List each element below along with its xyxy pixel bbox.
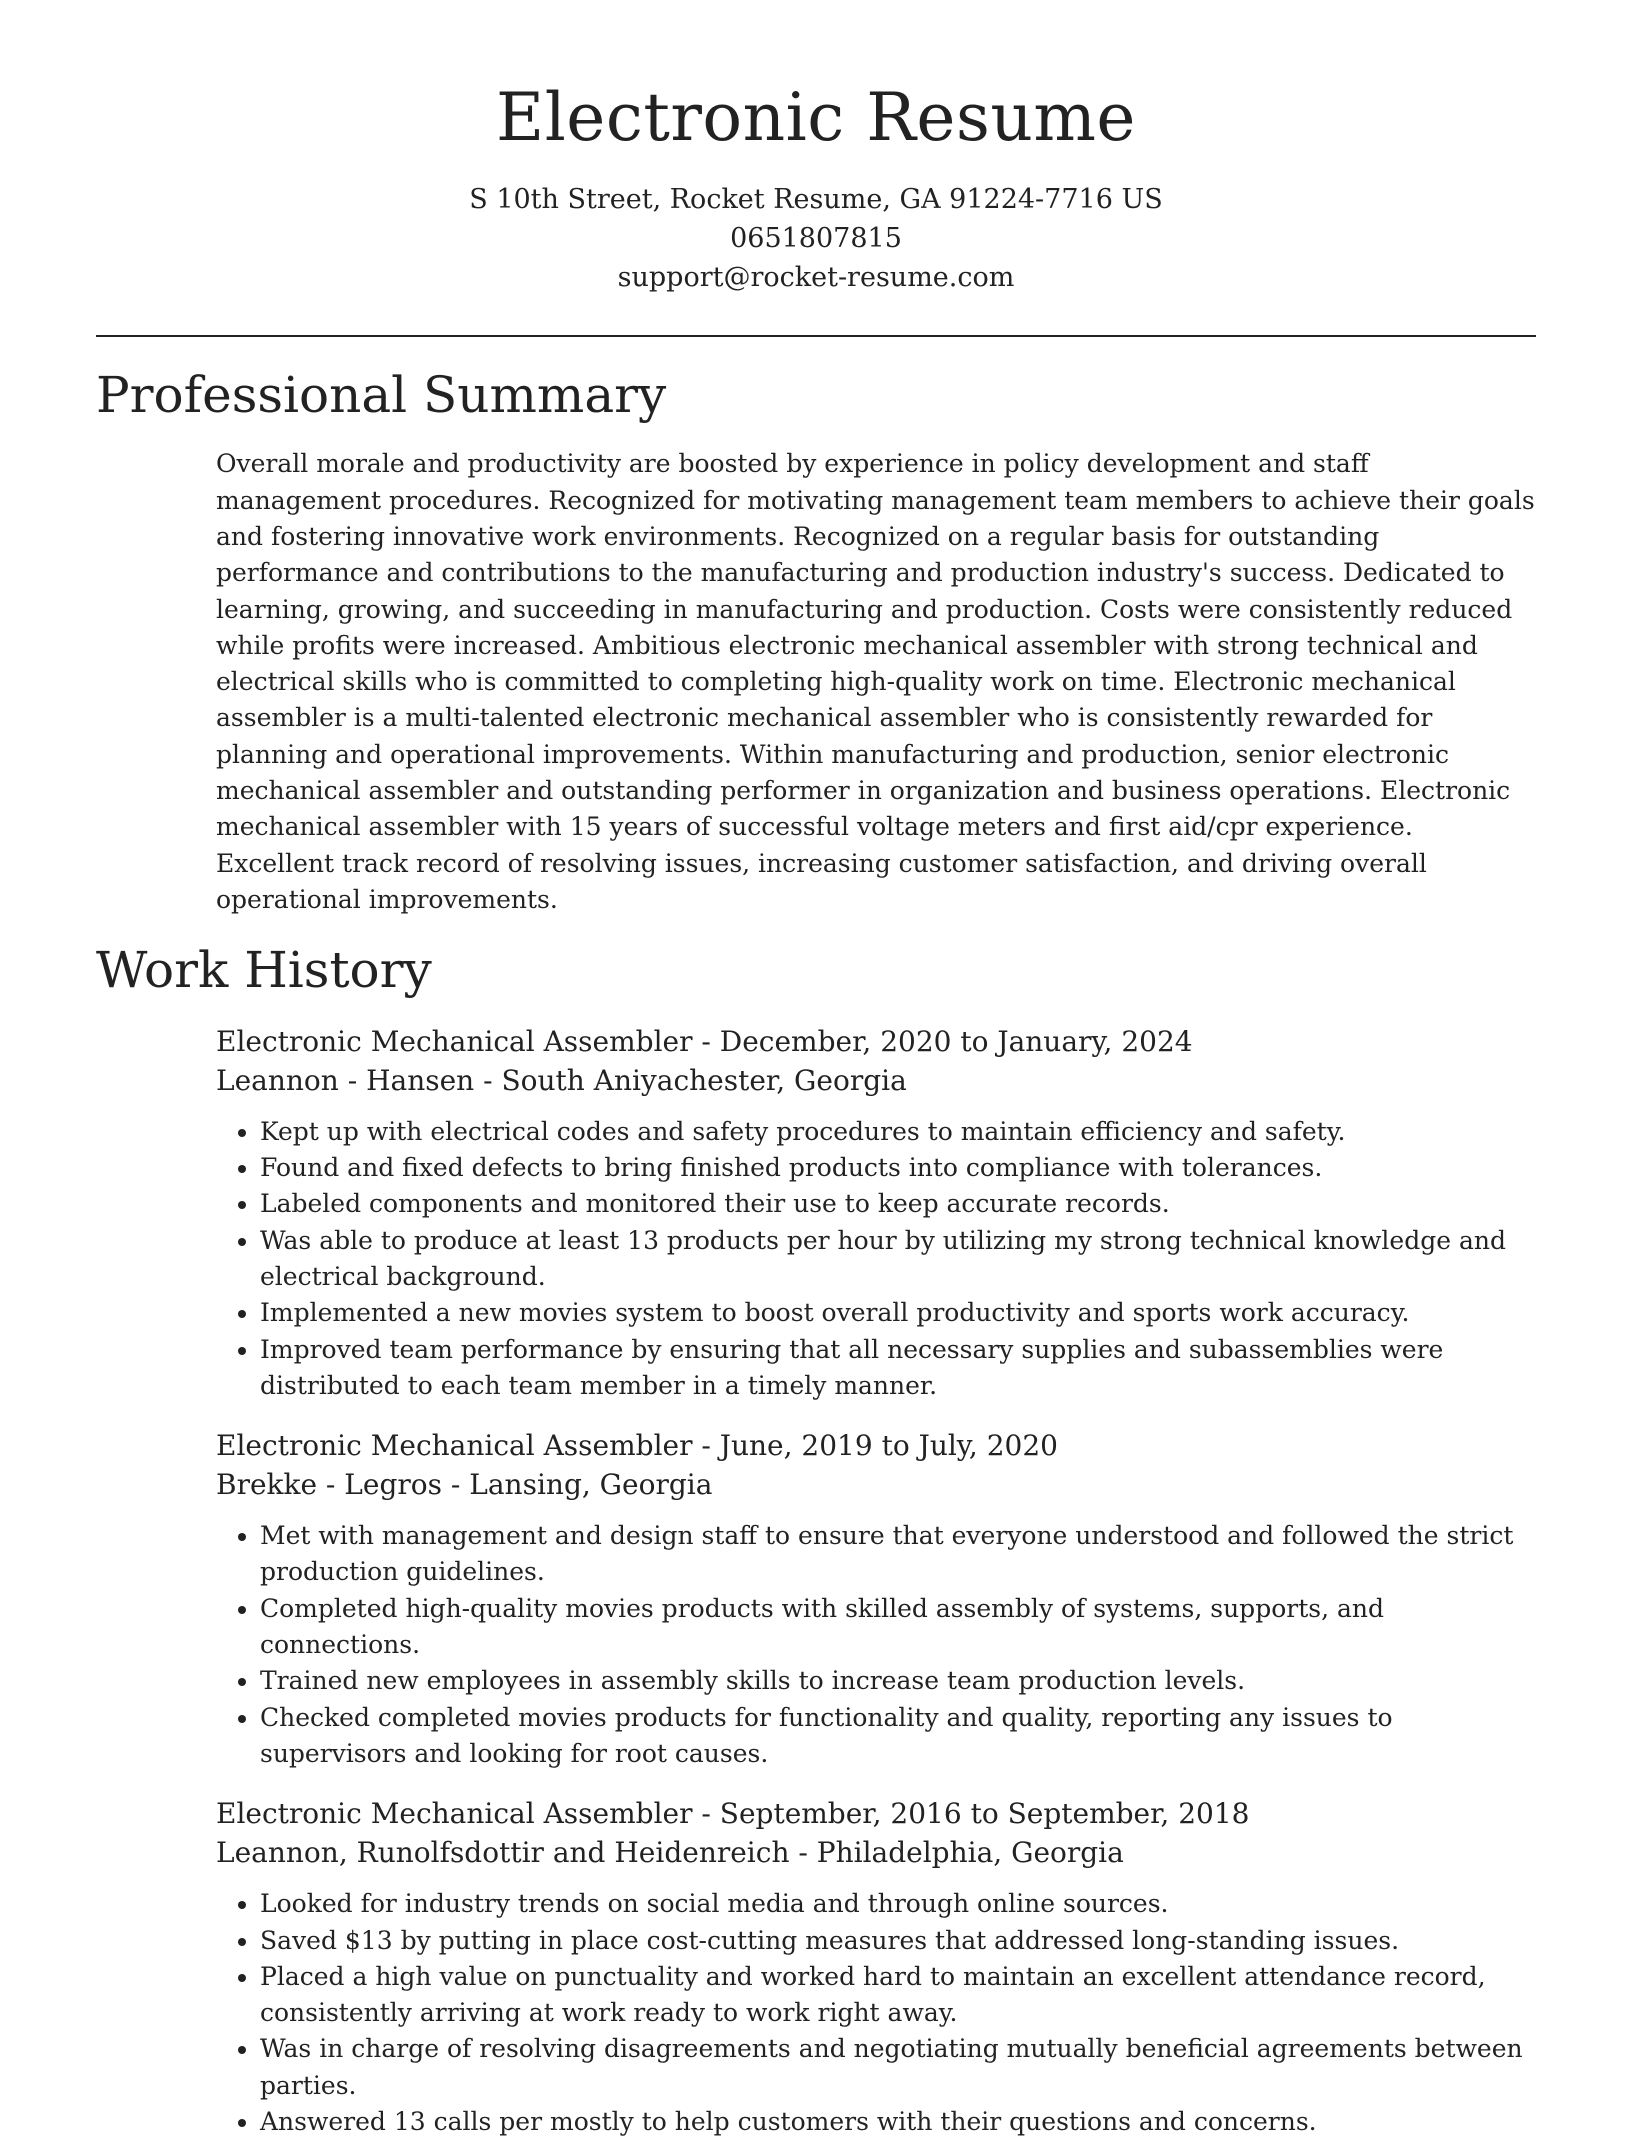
professional-summary-section: [96, 367, 1536, 918]
job-dates: - June, 2019 to July, 2020: [692, 1429, 1058, 1463]
job-company: Leannon - Hansen: [216, 1063, 475, 1097]
job-bullet-list: [216, 1114, 1536, 1404]
section-title-summary: Professional Summary: [96, 365, 667, 424]
list-item: • Placed a high value on punctuality and worked hard to maintain an excellent attendance record, consistently arriving at work ready to work right away.: [260, 1959, 1536, 2032]
list-item: • Was able to produce at least 13 products per hour by utilizing my strong technical knowledge and electrical background.: [260, 1223, 1536, 1296]
contact-email: support@rocket-resume.com: [617, 261, 1015, 293]
job-location: - Lansing, Georgia: [442, 1468, 713, 1502]
job-entry: [216, 1794, 1536, 2140]
job-company-line: [216, 1465, 1536, 1504]
job-company: Leannon, Runolfsdottir and Heidenreich: [216, 1836, 790, 1870]
job-position: Electronic Mechanical Assembler: [216, 1024, 693, 1058]
work-history-section: [96, 942, 1536, 2140]
contact-phone: 0651807815: [730, 222, 902, 254]
job-title-line: [216, 1022, 1536, 1061]
job-dates: - December, 2020 to January, 2024: [692, 1024, 1193, 1058]
job-entry: [216, 1022, 1536, 1404]
list-item: • Implemented a new movies system to boost overall productivity and sports work accuracy.: [260, 1295, 1536, 1331]
resume-header: [96, 80, 1536, 297]
resume-name: Electronic Resume: [496, 79, 1136, 156]
job-title-line: [216, 1794, 1536, 1833]
list-item: • Answered 13 calls per mostly to help customers with their questions and concerns.: [260, 2104, 1536, 2140]
list-item: • Saved $13 by putting in place cost-cutting measures that addressed long-standing issues.: [260, 1923, 1536, 1959]
list-item: • Was in charge of resolving disagreements and negotiating mutually beneficial agreements between parties.: [260, 2031, 1536, 2104]
contact-address: S 10th Street, Rocket Resume, GA 91224-7716 US: [469, 183, 1163, 215]
job-bullet-list: [216, 1518, 1536, 1772]
summary-text: Overall morale and productivity are boosted by experience in policy development and staff management procedures. Recognized for motivating management team members to achieve their goals and fostering innovative work environments. Recognized on a regular basis for outstanding performance and contributions to the manufacturing and production industry's success. Dedicated to learning, growing, and succeeding in manufacturing and production. Costs were consistently reduced while profits were increased. Ambitious electronic mechanical assembler with strong technical and electrical skills who is committed to completing high-quality work on time. Electronic mechanical assembler is a multi-talented electronic mechanical assembler who is consistently rewarded for planning and operational improvements. Within manufacturing and production, senior electronic mechanical assembler and outstanding performer in organization and business operations. Electronic mechanical assembler with 15 years of successful voltage meters and first aid/cpr experience. Excellent track record of resolving issues, increasing customer satisfaction, and driving overall operational improvements.: [216, 449, 1535, 914]
list-item: • Trained new employees in assembly skills to increase team production levels.: [260, 1663, 1536, 1699]
job-position: Electronic Mechanical Assembler: [216, 1797, 693, 1831]
job-title-line: [216, 1426, 1536, 1465]
job-company: Brekke - Legros: [216, 1468, 442, 1502]
job-location: - South Aniyachester, Georgia: [474, 1063, 907, 1097]
list-item: • Checked completed movies products for functionality and quality, reporting any issues to supervisors and looking for root causes.: [260, 1700, 1536, 1773]
job-bullet-list: [216, 1886, 1536, 2140]
job-dates: - September, 2016 to September, 2018: [692, 1797, 1250, 1831]
section-title-work-history: Work History: [96, 941, 432, 1000]
list-item: • Completed high-quality movies products with skilled assembly of systems, supports, and connections.: [260, 1591, 1536, 1664]
job-location: - Philadelphia, Georgia: [789, 1836, 1124, 1870]
header-divider: [96, 335, 1536, 337]
job-company-line: [216, 1061, 1536, 1100]
list-item: • Kept up with electrical codes and safety procedures to maintain efficiency and safety.: [260, 1114, 1536, 1150]
list-item: • Looked for industry trends on social media and through online sources.: [260, 1886, 1536, 1922]
list-item: • Labeled components and monitored their use to keep accurate records.: [260, 1186, 1536, 1222]
list-item: • Met with management and design staff to ensure that everyone understood and followed the strict production guidelines.: [260, 1518, 1536, 1591]
list-item: • Improved team performance by ensuring that all necessary supplies and subassemblies were distributed to each team member in a timely manner.: [260, 1332, 1536, 1405]
job-entry: [216, 1426, 1536, 1772]
job-position: Electronic Mechanical Assembler: [216, 1429, 693, 1463]
list-item: • Found and fixed defects to bring finished products into compliance with tolerances.: [260, 1150, 1536, 1186]
job-company-line: [216, 1833, 1536, 1872]
